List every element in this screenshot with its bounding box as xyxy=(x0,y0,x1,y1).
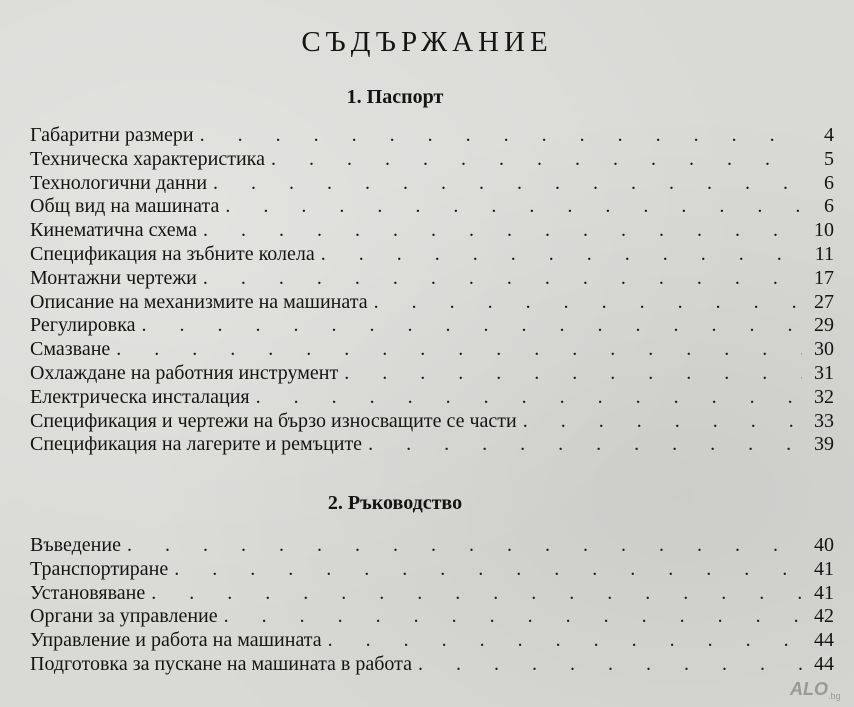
toc-entry-page: 40 xyxy=(814,534,834,556)
dot-leader xyxy=(344,362,802,386)
toc-entry xyxy=(30,172,834,196)
dot-leader xyxy=(321,243,802,267)
page-title: СЪДЪРЖАНИЕ xyxy=(301,26,553,58)
toc-entry-page: 6 xyxy=(824,195,834,218)
dot-leader xyxy=(200,124,802,148)
toc-entry-page: 29 xyxy=(814,314,834,337)
toc-entry-label: Монтажни чертежи xyxy=(30,266,197,289)
toc-entry-label: Спецификация на лагерите и ремъците xyxy=(30,433,363,456)
dot-leader xyxy=(224,605,802,629)
toc-entry-label: Технологични данни xyxy=(30,171,208,194)
toc-entry-page: 4 xyxy=(824,124,834,146)
toc-entry xyxy=(30,629,834,653)
dot-leader xyxy=(523,410,802,434)
toc-entry xyxy=(30,582,834,606)
dot-leader xyxy=(225,195,802,219)
toc-entry-label: Охлаждане на работния инструмент xyxy=(30,361,339,384)
toc-entry xyxy=(30,558,834,582)
toc-section-manual xyxy=(30,534,834,677)
toc-entry-label: Електрическа инсталация xyxy=(30,385,250,408)
toc-entry-page: 42 xyxy=(814,605,834,628)
dot-leader xyxy=(141,314,802,338)
toc-entry xyxy=(30,124,834,148)
toc-entry xyxy=(30,433,834,457)
toc-entry-page: 30 xyxy=(814,338,834,361)
toc-entry-label: Общ вид на машината xyxy=(30,195,220,218)
toc-entry-label: Транспортиране xyxy=(30,557,169,580)
toc-entry-page: 31 xyxy=(814,361,834,384)
toc-entry xyxy=(30,534,834,558)
dot-leader xyxy=(374,291,802,315)
toc-entry xyxy=(30,605,834,629)
dot-leader xyxy=(116,338,802,362)
toc-entry-label: Спецификация и чертежи на бързо износващите се части xyxy=(30,409,517,432)
dot-leader xyxy=(368,433,802,457)
toc-entry-label: Техническа характеристика xyxy=(30,147,265,170)
toc-entry-page: 6 xyxy=(824,171,834,194)
toc-entry-label: Габаритни размери xyxy=(30,124,194,146)
toc-entry xyxy=(30,338,834,362)
toc-entry xyxy=(30,219,834,243)
toc-entry-page: 27 xyxy=(814,290,834,313)
toc-entry-page: 17 xyxy=(814,266,834,289)
toc-entry-page: 11 xyxy=(814,242,834,265)
toc-entry xyxy=(30,410,834,434)
toc-entry-label: Управление и работа на машината xyxy=(30,629,322,652)
toc-entry-label: Въведение xyxy=(30,534,121,556)
dot-leader xyxy=(418,653,802,677)
toc-entry-label: Подготовка за пускане на машината в работа xyxy=(30,652,413,675)
toc-entry xyxy=(30,148,834,172)
toc-entry xyxy=(30,314,834,338)
dot-leader xyxy=(203,219,802,243)
toc-entry-page: 41 xyxy=(814,581,834,604)
dot-leader xyxy=(174,558,802,582)
toc-entry-label: Регулировка xyxy=(30,314,136,337)
svg-text:ALO: ALO xyxy=(790,679,828,699)
toc-entry-label: Смазване xyxy=(30,338,111,361)
toc-entry xyxy=(30,195,834,219)
dot-leader xyxy=(213,172,802,196)
watermark-logo xyxy=(788,673,844,703)
toc-entry-label: Описание на механизмите на машината xyxy=(30,290,368,313)
toc-entry-label: Установяване xyxy=(30,581,146,604)
section-heading-manual: 2. Ръководство xyxy=(327,492,463,514)
toc-entry xyxy=(30,386,834,410)
toc-entry-label: Кинематична схема xyxy=(30,219,197,242)
toc-entry-page: 41 xyxy=(814,557,834,580)
toc-entry-page: 10 xyxy=(814,219,834,242)
toc-entry-page: 44 xyxy=(814,652,834,675)
dot-leader xyxy=(203,267,802,291)
toc-entry xyxy=(30,243,834,267)
toc-entry xyxy=(30,362,834,386)
toc-entry-page: 33 xyxy=(814,409,834,432)
toc-entry xyxy=(30,291,834,315)
toc-entry-label: Спецификация на зъбните колела xyxy=(30,242,315,265)
dot-leader xyxy=(328,629,802,653)
toc-entry xyxy=(30,267,834,291)
toc-entry-page: 44 xyxy=(814,629,834,652)
dot-leader xyxy=(271,148,802,172)
toc-section-passport xyxy=(30,124,834,457)
dot-leader xyxy=(127,534,802,558)
toc-entry xyxy=(30,653,834,677)
svg-text:.bg: .bg xyxy=(828,691,841,701)
toc-entry-page: 5 xyxy=(824,147,834,170)
toc-entry-page: 39 xyxy=(814,433,834,456)
toc-entry-page: 32 xyxy=(814,385,834,408)
toc-entry-label: Органи за управление xyxy=(30,605,218,628)
dot-leader xyxy=(256,386,802,410)
dot-leader xyxy=(151,582,802,606)
section-heading-passport: 1. Паспорт xyxy=(346,86,444,108)
